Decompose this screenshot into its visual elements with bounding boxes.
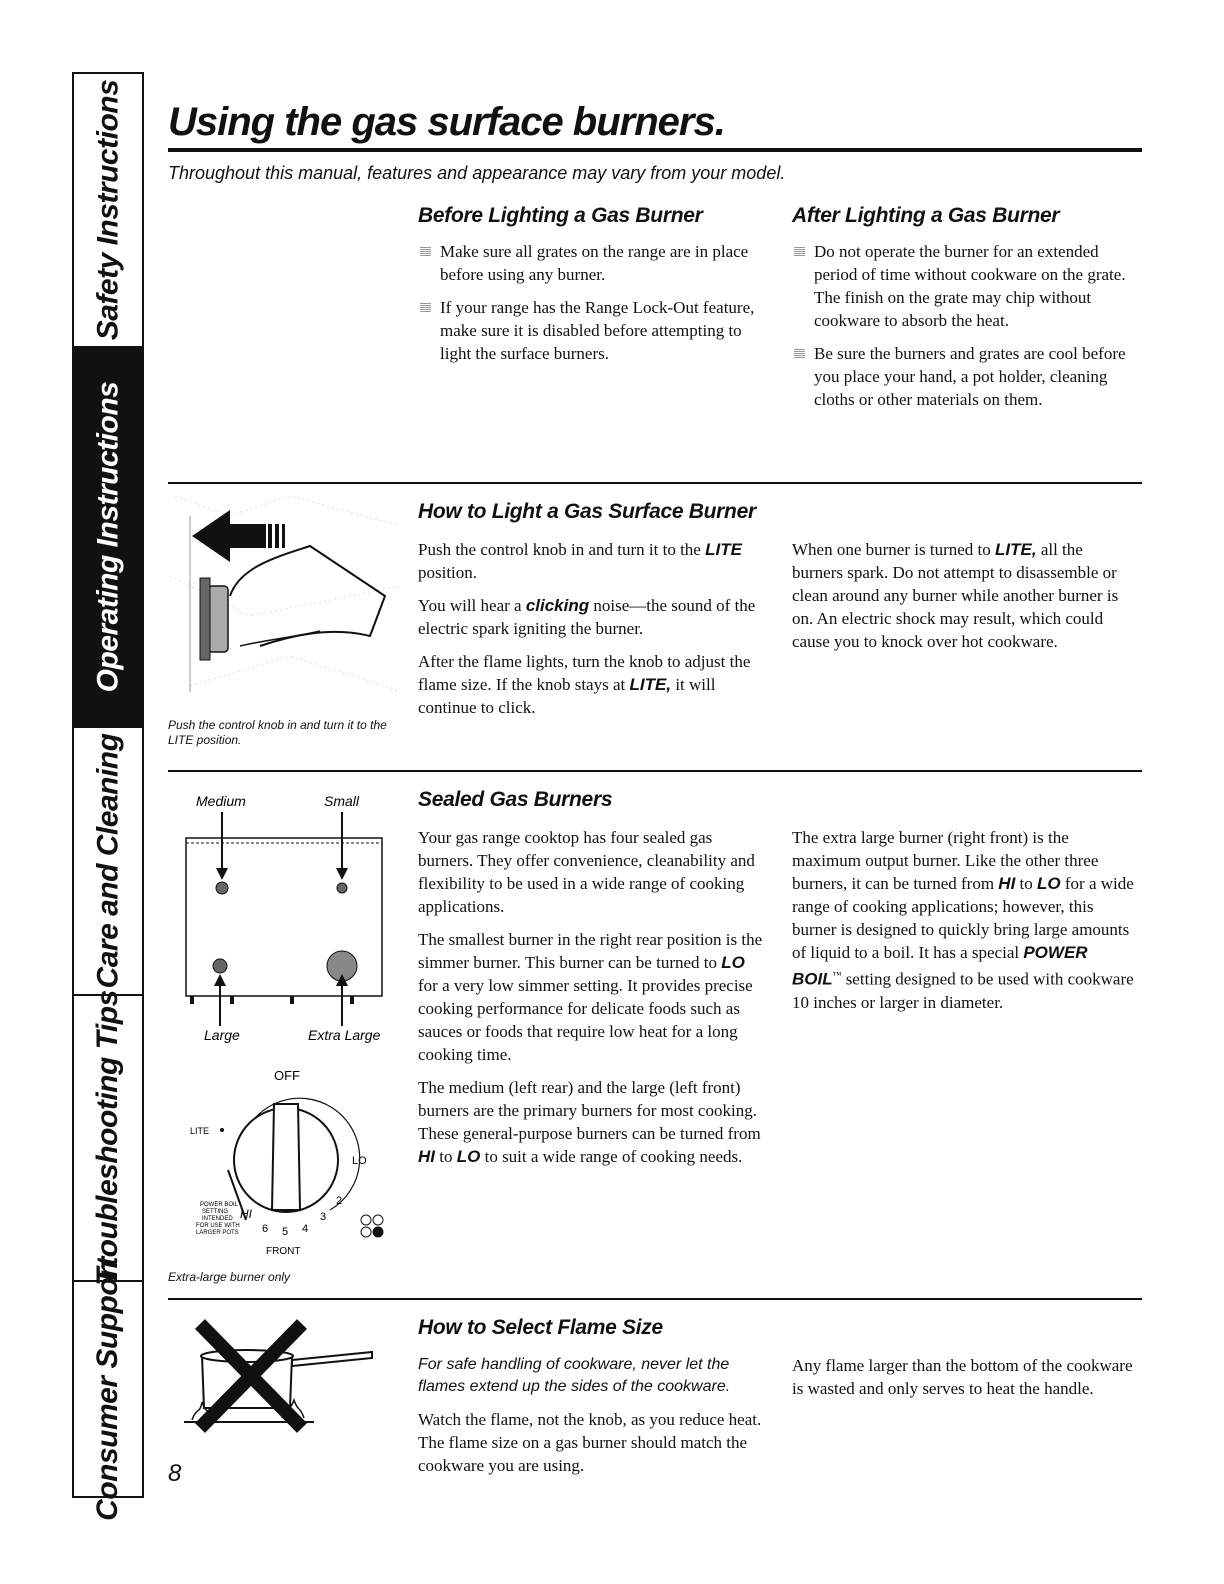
tab-safety-instructions[interactable]: Safety Instructions [74,74,142,348]
svg-text:6: 6 [262,1223,269,1235]
paragraph: After the flame lights, turn the knob to adjust the flame size. If the knob stays at LITE, it will continue to click. [418,652,751,717]
after-lighting-heading: After Lighting a Gas Burner [792,204,1060,227]
section-divider [168,770,1142,772]
before-lighting-list [418,240,768,375]
svg-text:SETTING: SETTING [202,1209,229,1215]
lo-label: LO [352,1155,367,1167]
list-item: If your range has the Range Lock-Out feature, make sure it is disabled before attempting to light the surface burners. [418,296,768,365]
tab-operating-instructions[interactable]: Operating Instructions [74,348,142,728]
how-to-light-right [792,538,1137,663]
paragraph: The smallest burner in the right rear position is the simmer burner. This burner can be turned to LO for a very low simmer setting. It provides precise cooking performance for delicate foods such as sauces or foods that require low heat for a long cooking time. [418,930,763,1064]
section-divider [168,482,1142,484]
extra-large-label: Extra Large [308,1027,381,1043]
bullet-icon [420,246,431,256]
sealed-burners-body [418,826,768,1178]
tab-troubleshooting-tips[interactable]: Troubleshooting Tips [74,996,142,1282]
tab-consumer-support[interactable]: Consumer Support [91,1257,125,1521]
large-label: Large [204,1027,240,1043]
title-rule [168,148,1142,152]
svg-text:FOR USE WITH: FOR USE WITH [196,1223,240,1229]
list-item: Make sure all grates on the range are in place before using any burner. [418,240,768,286]
bullet-icon [794,348,805,358]
section-divider [168,1298,1142,1300]
light-caption: Push the control knob in and turn it to the LITE position. [168,718,387,747]
subtitle: Throughout this manual, features and appearance may vary from your model. [168,163,786,183]
svg-text:4: 4 [302,1223,309,1235]
side-tabs [72,72,144,1521]
paragraph: The medium (left rear) and the large (left front) burners are the primary burners for most cooking. These general-purpose burners can be turned from HI to LO to suit a wide range of cooking needs. [418,1078,761,1166]
svg-text:2: 2 [336,1195,343,1207]
list-item: Do not operate the burner for an extended period of time without cookware on the grate. The finish on the grate may chip without cookware to absorb the heat. [792,240,1132,332]
paragraph: When one burner is turned to LITE, all the burners spark. Do not attempt to disassemble or clean around any burner while another burner is on. An electric shock may result, which could cause you to knock over hot cookware. [792,540,1119,651]
cooktop-burner-diagram [170,790,402,1052]
page-title: Using the gas surface burners. [168,100,725,144]
flame-size-right [792,1354,1137,1400]
bullet-icon [420,302,431,312]
bullet-icon [794,246,805,256]
paragraph: The extra large burner (right front) is the maximum output burner. Like the other three burners, it can be turned from HI to LO for a wide range of cooking applications; however, this burner is designed to quickly bring large amounts of liquid to a boil. It has a special POWER BOIL™ setting designed to be used with cookware 10 inches or larger in diameter. [792,828,1134,1012]
how-to-light-body [418,538,768,729]
off-label: OFF [274,1068,300,1083]
how-to-light-heading: How to Light a Gas Surface Burner [418,500,756,523]
list-item: Be sure the burners and grates are cool before you place your hand, a pot holder, cleaning cloths or other materials on them. [792,342,1132,411]
svg-text:5: 5 [282,1226,289,1238]
before-lighting-heading: Before Lighting a Gas Burner [418,204,703,227]
svg-text:3: 3 [320,1211,327,1223]
svg-text:POWER BOIL: POWER BOIL [200,1202,239,1208]
flame-size-heading: How to Select Flame Size [418,1316,663,1339]
paragraph: You will hear a clicking noise—the sound of the electric spark igniting the burner. [418,596,756,638]
small-label: Small [324,793,360,809]
sealed-burners-heading: Sealed Gas Burners [418,788,613,811]
svg-text:INTENDED: INTENDED [202,1216,233,1222]
page-number: 8 [168,1460,182,1487]
lite-label: LITE [190,1126,210,1136]
after-lighting-list [792,240,1132,421]
power-boil-note [196,1202,240,1236]
front-label: FRONT [266,1246,301,1257]
paragraph: Your gas range cooktop has four sealed gas burners. They offer convenience, cleanability and flexibility to be used in a wide range of cooking applications. [418,828,755,916]
flame-safety-note: For safe handling of cookware, never let the flames extend up the sides of the cookware. [418,1356,731,1395]
oversized-flame-illustration [172,1316,400,1436]
paragraph: Watch the flame, not the knob, as you reduce heat. The flame size on a gas burner should match the cookware you are using. [418,1410,762,1475]
knob-push-illustration [170,496,400,696]
flame-size-body [418,1354,778,1477]
sealed-burners-right [792,826,1137,1024]
hi-label: HI [240,1207,252,1221]
medium-label: Medium [196,793,246,809]
knob-dial-diagram [170,1060,402,1260]
svg-text:LARGER POTS: LARGER POTS [196,1230,239,1236]
paragraph: Any flame larger than the bottom of the cookware is wasted and only serves to heat the handle. [792,1356,1133,1398]
paragraph: Push the control knob in and turn it to the LITE position. [418,540,742,582]
sealed-caption: Extra-large burner only [168,1270,291,1284]
tab-care-and-cleaning[interactable]: Care and Cleaning [74,728,142,996]
